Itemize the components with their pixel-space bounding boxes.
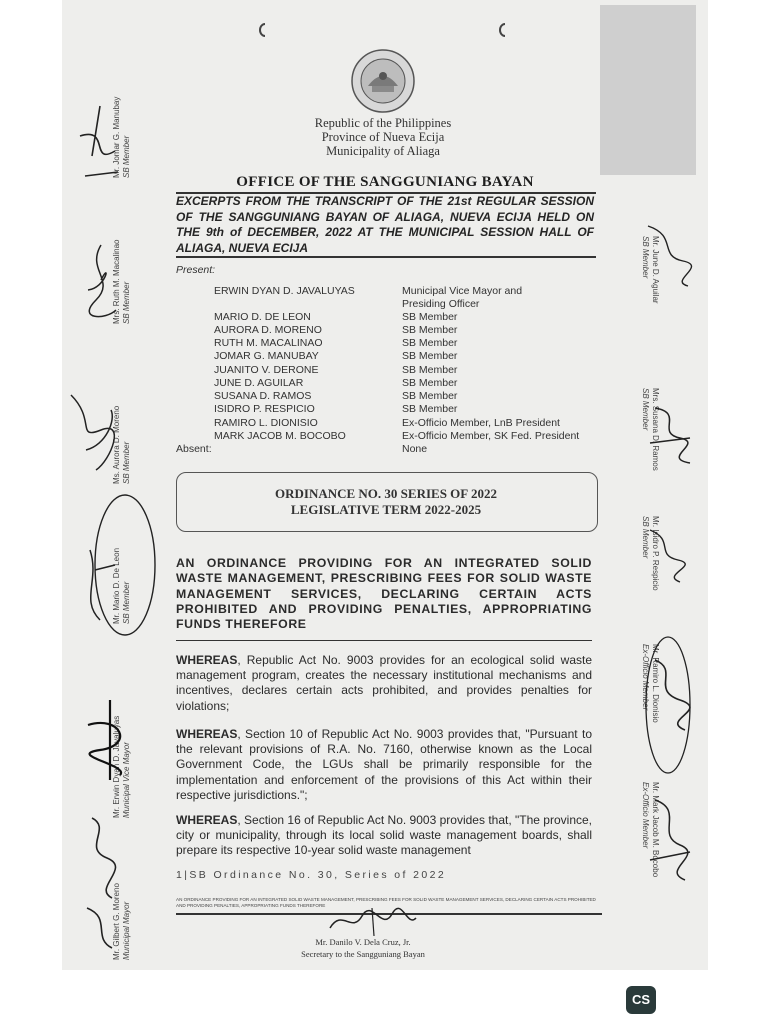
right-margin-signatory: Mr. Isidro P. Respicio SB Member [641, 516, 660, 591]
left-margin-signatory: Mr. Gilbert G. Moreno Municipal Mayor [112, 883, 131, 960]
signature-icon [66, 390, 126, 490]
header-republic: Republic of the Philippines [314, 116, 452, 130]
camscanner-logo: CS [626, 986, 656, 1014]
right-margin-signatory: Mr. Mark Jacob M. Bocobo Ex-Officio Member [641, 782, 660, 878]
page-footer: 1|SB Ordinance No. 30, Series of 2022 [176, 869, 447, 881]
absent-label: Absent: [176, 443, 212, 455]
municipal-seal-icon [350, 48, 416, 114]
header-municipality: Municipality of Aliaga [326, 144, 440, 158]
whereas-paragraph [176, 813, 592, 859]
attendee-name: JUNE D. AGUILAR [214, 377, 304, 389]
attendee-role: Ex-Officio Member, SK Fed. President [402, 430, 580, 442]
attendee-name: MARIO D. DE LEON [214, 311, 311, 323]
attendee-role: Ex-Officio Member, LnB President [402, 417, 560, 429]
signature-icon [70, 96, 130, 196]
attendee-name: ISIDRO P. RESPICIO [214, 403, 315, 415]
header-province: Province of Nueva Ecija [321, 130, 445, 144]
signature-icon [640, 520, 690, 590]
office-title: OFFICE OF THE SANGGUNIANG BAYAN [236, 174, 534, 190]
right-margin-signatory: Mr. June D. Aguilar SB Member [641, 236, 660, 304]
attendee-name: AURORA D. MORENO [214, 324, 322, 336]
divider [176, 256, 596, 258]
signature-icon [640, 630, 700, 780]
attendee-role: SB Member [402, 377, 458, 389]
attendee-name: JUANITO V. DERONE [214, 364, 319, 376]
left-margin-signatory: Mr. Mario D. De Leon SB Member [112, 547, 131, 624]
whereas-lead: WHEREAS [176, 727, 238, 741]
attendee-role: SB Member [402, 324, 458, 336]
signature-icon [638, 216, 698, 296]
attendee-name: SUSANA D. RAMOS [214, 390, 312, 402]
session-excerpts: EXCERPTS FROM THE TRANSCRIPT OF THE 21st REGULAR SESSION OF THE SANGGUNIANG BAYAN OF ALIAGA, NUEVA ECIJA HELD ON THE 9th of DECEMBER, 2022 AT THE MUNICIPAL SESSION HALL OF ALIAGA, NUEVA ECIJA [176, 194, 594, 255]
secretary-title: Secretary to the Sangguniang Bayan [301, 949, 425, 959]
signature-icon [640, 790, 700, 910]
present-label: Present: [176, 264, 216, 276]
attendee-role: SB Member [402, 403, 458, 415]
attendee-role: SB Member [402, 390, 458, 402]
attendee-role: SB Member [402, 350, 458, 362]
divider [176, 640, 592, 641]
legislative-term: LEGISLATIVE TERM 2022-2025 [290, 502, 482, 517]
whereas-paragraph [176, 653, 592, 714]
signature-icon [70, 490, 160, 640]
attendee-role: Municipal Vice Mayor and [402, 285, 523, 297]
attendee-role: SB Member [402, 311, 458, 323]
left-margin-signatory: Mr. Erwin Dyan D. Javaluyas Municipal Vice Mayor [112, 715, 131, 818]
absent-value: None [402, 443, 428, 455]
redacted-area [600, 5, 696, 175]
binder-hole-icon [258, 22, 272, 38]
signature-icon [640, 398, 700, 478]
whereas-paragraph [176, 727, 592, 803]
whereas-lead: WHEREAS [176, 653, 238, 667]
ordinance-title: AN ORDINANCE PROVIDING FOR AN INTEGRATED SOLID WASTE MANAGEMENT, PRESCRIBING FEES FOR SOLID WASTE MANAGEMENT SERVICES, DECLARING CERTAIN ACTS PROHIBITED AND PROVIDING PENALTIES, APPROPRIATING FUNDS THEREFORE [176, 556, 592, 632]
secretary-signature-icon [322, 904, 422, 938]
attendee-name: RUTH M. MACALINAO [214, 337, 323, 349]
whereas-text: , Section 16 of Republic Act No. 9003 provides that, "The province, city or municipality, through its local solid waste management boards, shall prepare its respective 10-year solid waste management [176, 813, 592, 858]
left-margin-signatory: Mr. Jomar G. Manubay SB Member [112, 96, 131, 178]
attendee-name: ERWIN DYAN D. JAVALUYAS [214, 285, 355, 297]
whereas-text: , Section 10 of Republic Act No. 9003 provides that, "Pursuant to the relevant provisions of R.A. No. 7160, otherwise known as the Local Government Code, the LGUs shall be primarily responsible for the implementation and enforcement of the provisions of this Act within their respective jurisdictions."; [176, 727, 592, 802]
attendee-role: SB Member [402, 364, 458, 376]
signature-icon [80, 695, 140, 785]
whereas-lead: WHEREAS [176, 813, 238, 827]
left-margin-signatory: Ms. Aurora D. Moreno SB Member [112, 405, 131, 484]
binder-hole-icon [498, 22, 512, 38]
signature-icon [76, 240, 126, 330]
attendee-role: SB Member [402, 337, 458, 349]
whereas-text: , Republic Act No. 9003 provides for an ecological solid waste management program, creates the necessary institutional mechanisms and incentives, declares certain acts prohibited, and provides penalties for violations; [176, 653, 592, 713]
signature-icon [72, 808, 132, 958]
attendee-name: JOMAR G. MANUBAY [214, 350, 319, 362]
attendee-name: MARK JACOB M. BOCOBO [214, 430, 346, 442]
left-margin-signatory: Mrs. Ruth M. Macalinao SB Member [112, 239, 131, 324]
secretary-name: Mr. Danilo V. Dela Cruz, Jr. [315, 937, 411, 947]
ordinance-number: ORDINANCE NO. 30 SERIES OF 2022 [275, 486, 497, 501]
right-margin-signatory: Mrs. Susana D. Ramos SB Member [641, 388, 660, 471]
attendee-role: Presiding Officer [402, 298, 480, 310]
right-margin-signatory: Mr. Ramiro L. Dionisio Ex-Officio Member [641, 644, 660, 723]
footer-title: AN ORDINANCE PROVIDING FOR AN INTEGRATED SOLID WASTE MANAGEMENT, PRESCRIBING FEES FOR SOLID WASTE MANAGEMENT SERVICES, DECLARING CERTAIN ACTS PROHIBITED AND PROVIDING PENALTIES, APPROPRIATING FUNDS THEREFORE [176, 897, 596, 908]
attendee-name: RAMIRO L. DIONISIO [214, 417, 318, 429]
